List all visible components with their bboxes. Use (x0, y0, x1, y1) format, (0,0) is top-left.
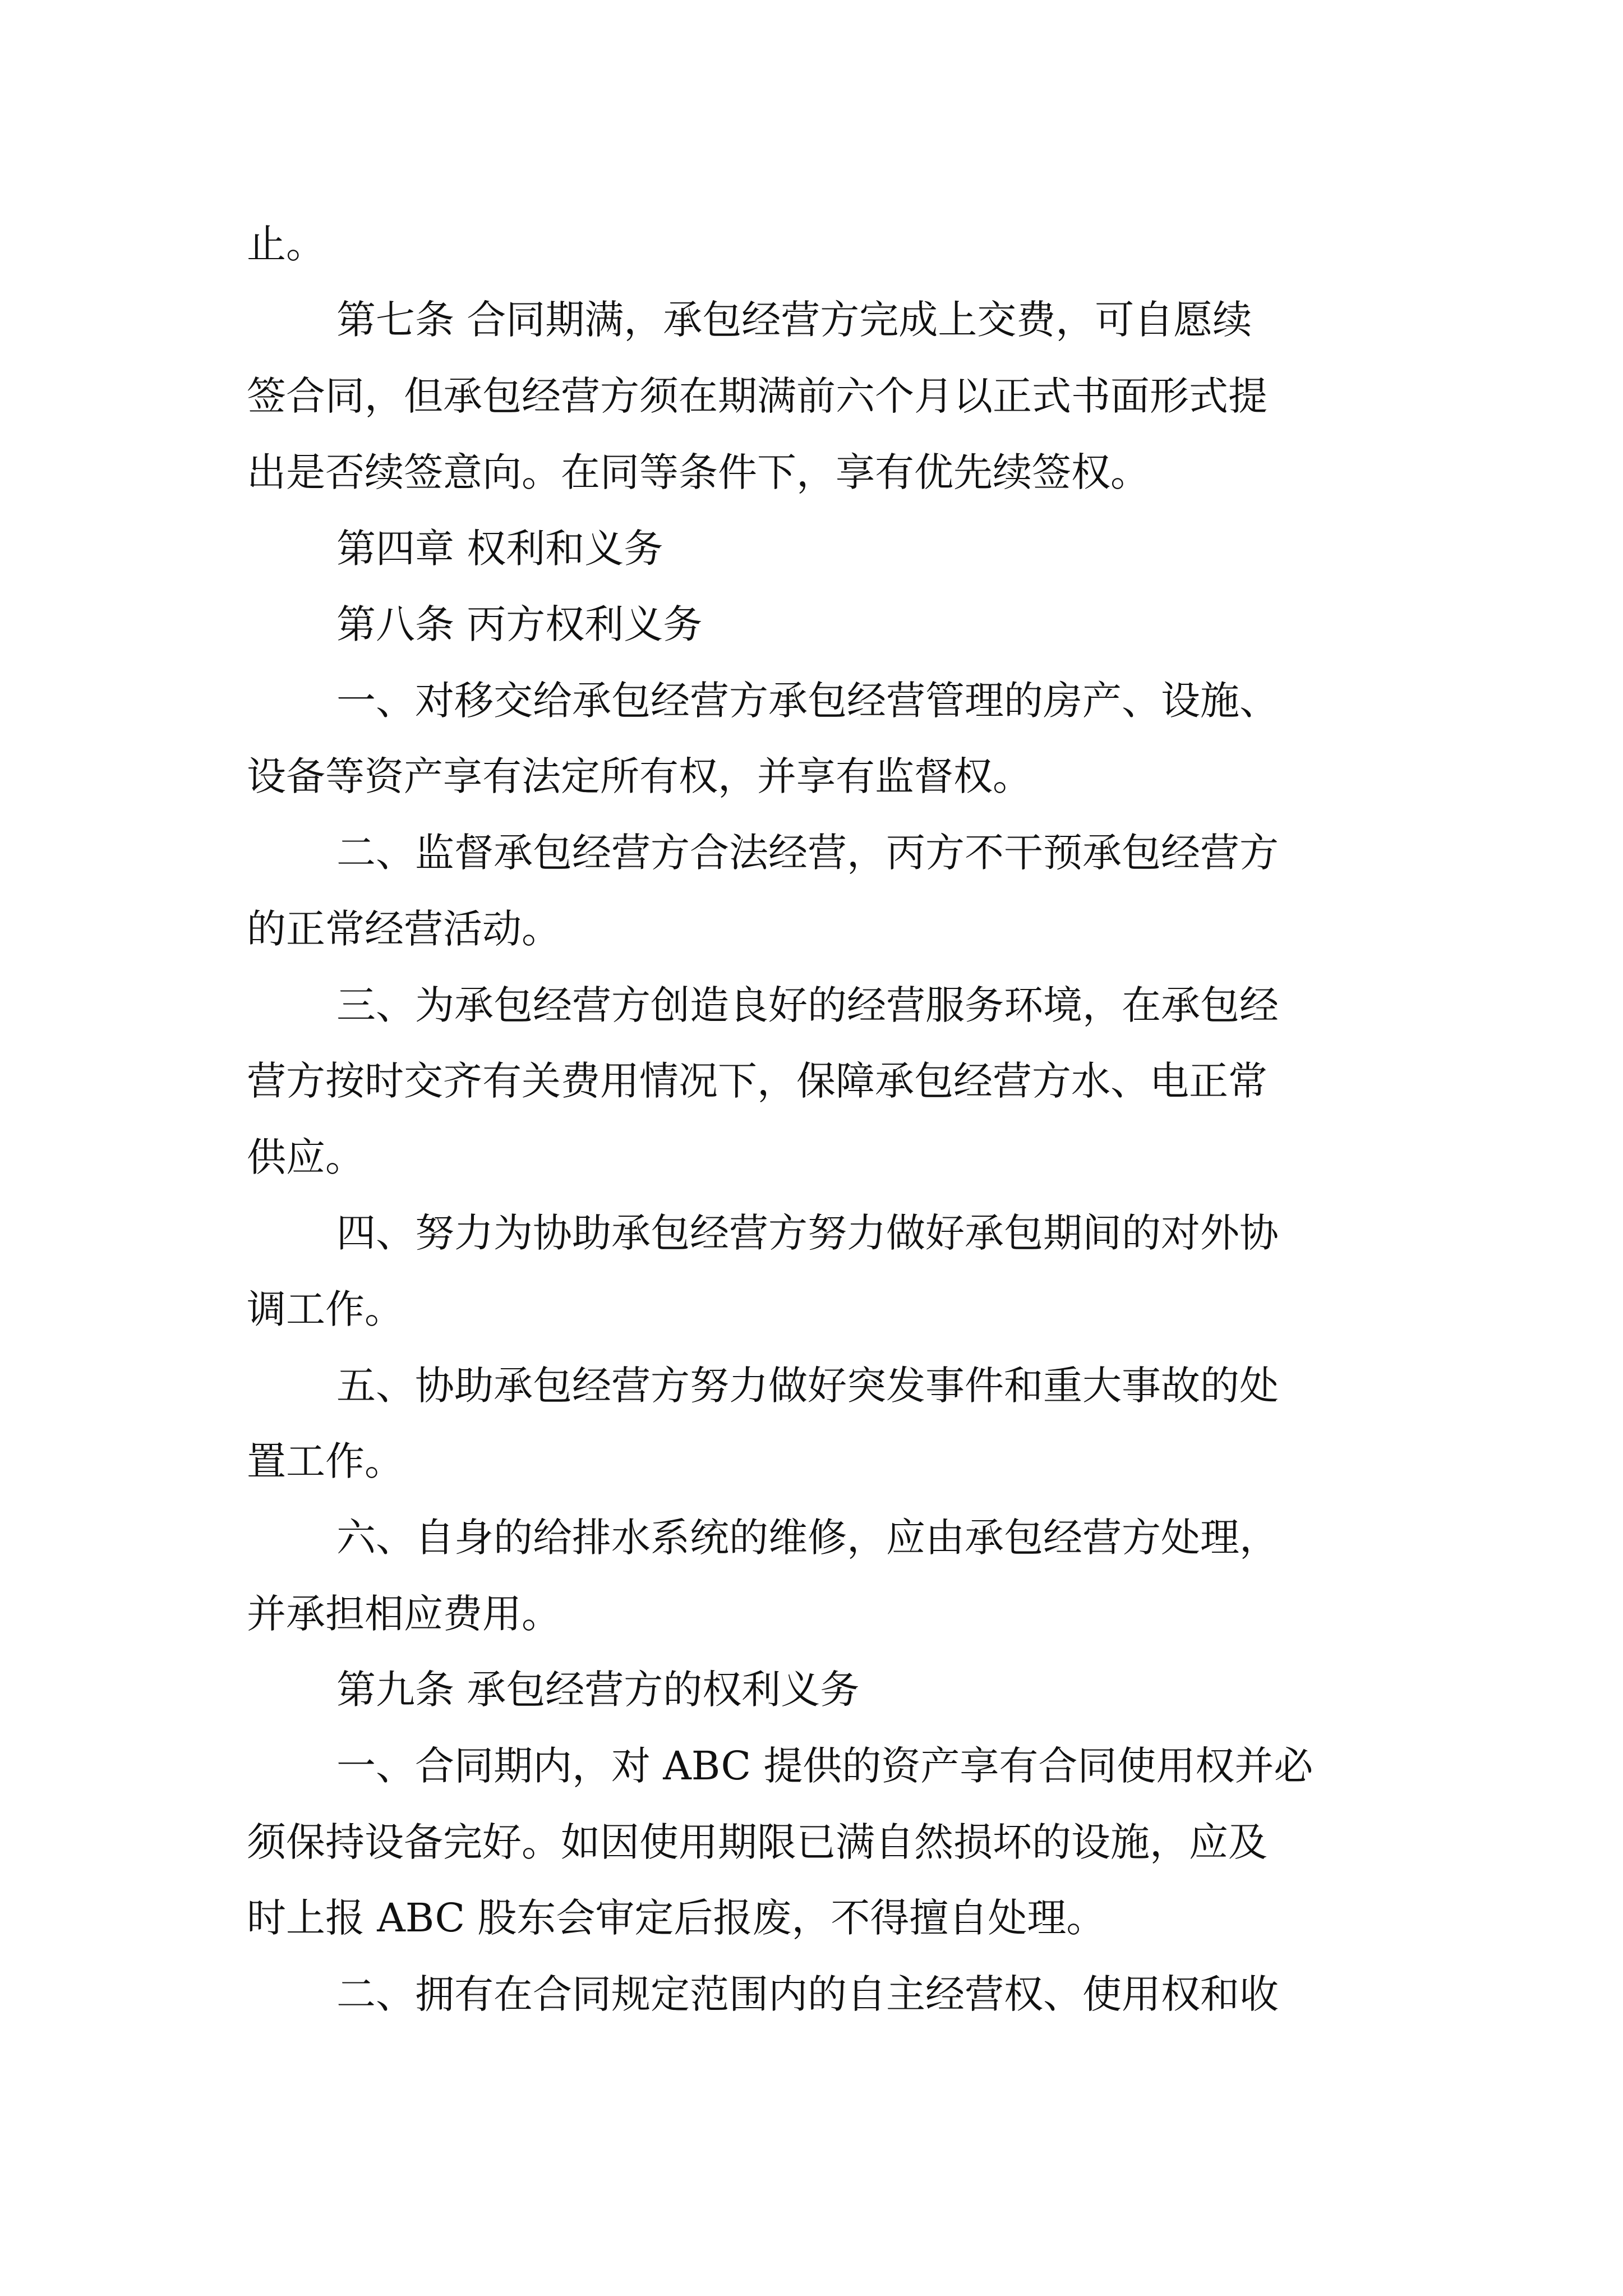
text-line-3: 签合同，但承包经营方须在期满前六个月以正式书面形式提 (247, 373, 1267, 419)
text-line-14: 四、努力为协助承包经营方努力做好承包期间的对外协 (336, 1210, 1279, 1256)
text-line-1: 止。 (247, 221, 325, 267)
text-line-16: 五、协助承包经营方努力做好突发事件和重大事故的处 (336, 1363, 1279, 1409)
text-line-8: 设备等资产享有法定所有权，并享有监督权。 (247, 753, 1032, 799)
text-line-4: 出是否续签意向。在同等条件下，享有优先续签权。 (247, 449, 1150, 495)
text-line-19: 并承担相应费用。 (247, 1591, 561, 1637)
text-line-12: 营方按时交齐有关费用情况下，保障承包经营方水、电正常 (247, 1058, 1267, 1104)
text-line-24: 二、拥有在合同规定范围内的自主经营权、使用权和收 (336, 1971, 1279, 2017)
article-heading-8: 第八条 丙方权利义务 (336, 601, 703, 647)
text-line-23: 时上报 ABC 股东会审定后报废，不得擅自处理。 (247, 1895, 1106, 1941)
text-line-10: 的正常经营活动。 (247, 906, 561, 952)
text-line-2: 第七条 合同期满，承包经营方完成上交费，可自愿续 (336, 297, 1252, 343)
article-heading-9: 第九条 承包经营方的权利义务 (336, 1667, 860, 1713)
text-line-18: 六、自身的给排水系统的维修，应由承包经营方处理， (336, 1515, 1279, 1561)
text-line-13: 供应。 (247, 1134, 365, 1180)
text-line-9: 二、监督承包经营方合法经营，丙方不干预承包经营方 (336, 830, 1279, 876)
text-line-17: 置工作。 (247, 1438, 404, 1484)
text-line-21: 一、合同期内，对 ABC 提供的资产享有合同使用权并必 (336, 1743, 1313, 1789)
chapter-heading: 第四章 权利和义务 (336, 526, 663, 572)
text-line-15: 调工作。 (247, 1286, 404, 1332)
text-line-7: 一、对移交给承包经营方承包经营管理的房产、设施、 (336, 678, 1279, 724)
text-line-11: 三、为承包经营方创造良好的经营服务环境，在承包经 (336, 982, 1279, 1028)
text-line-22: 须保持设备完好。如因使用期限已满自然损坏的设施，应及 (247, 1819, 1267, 1865)
